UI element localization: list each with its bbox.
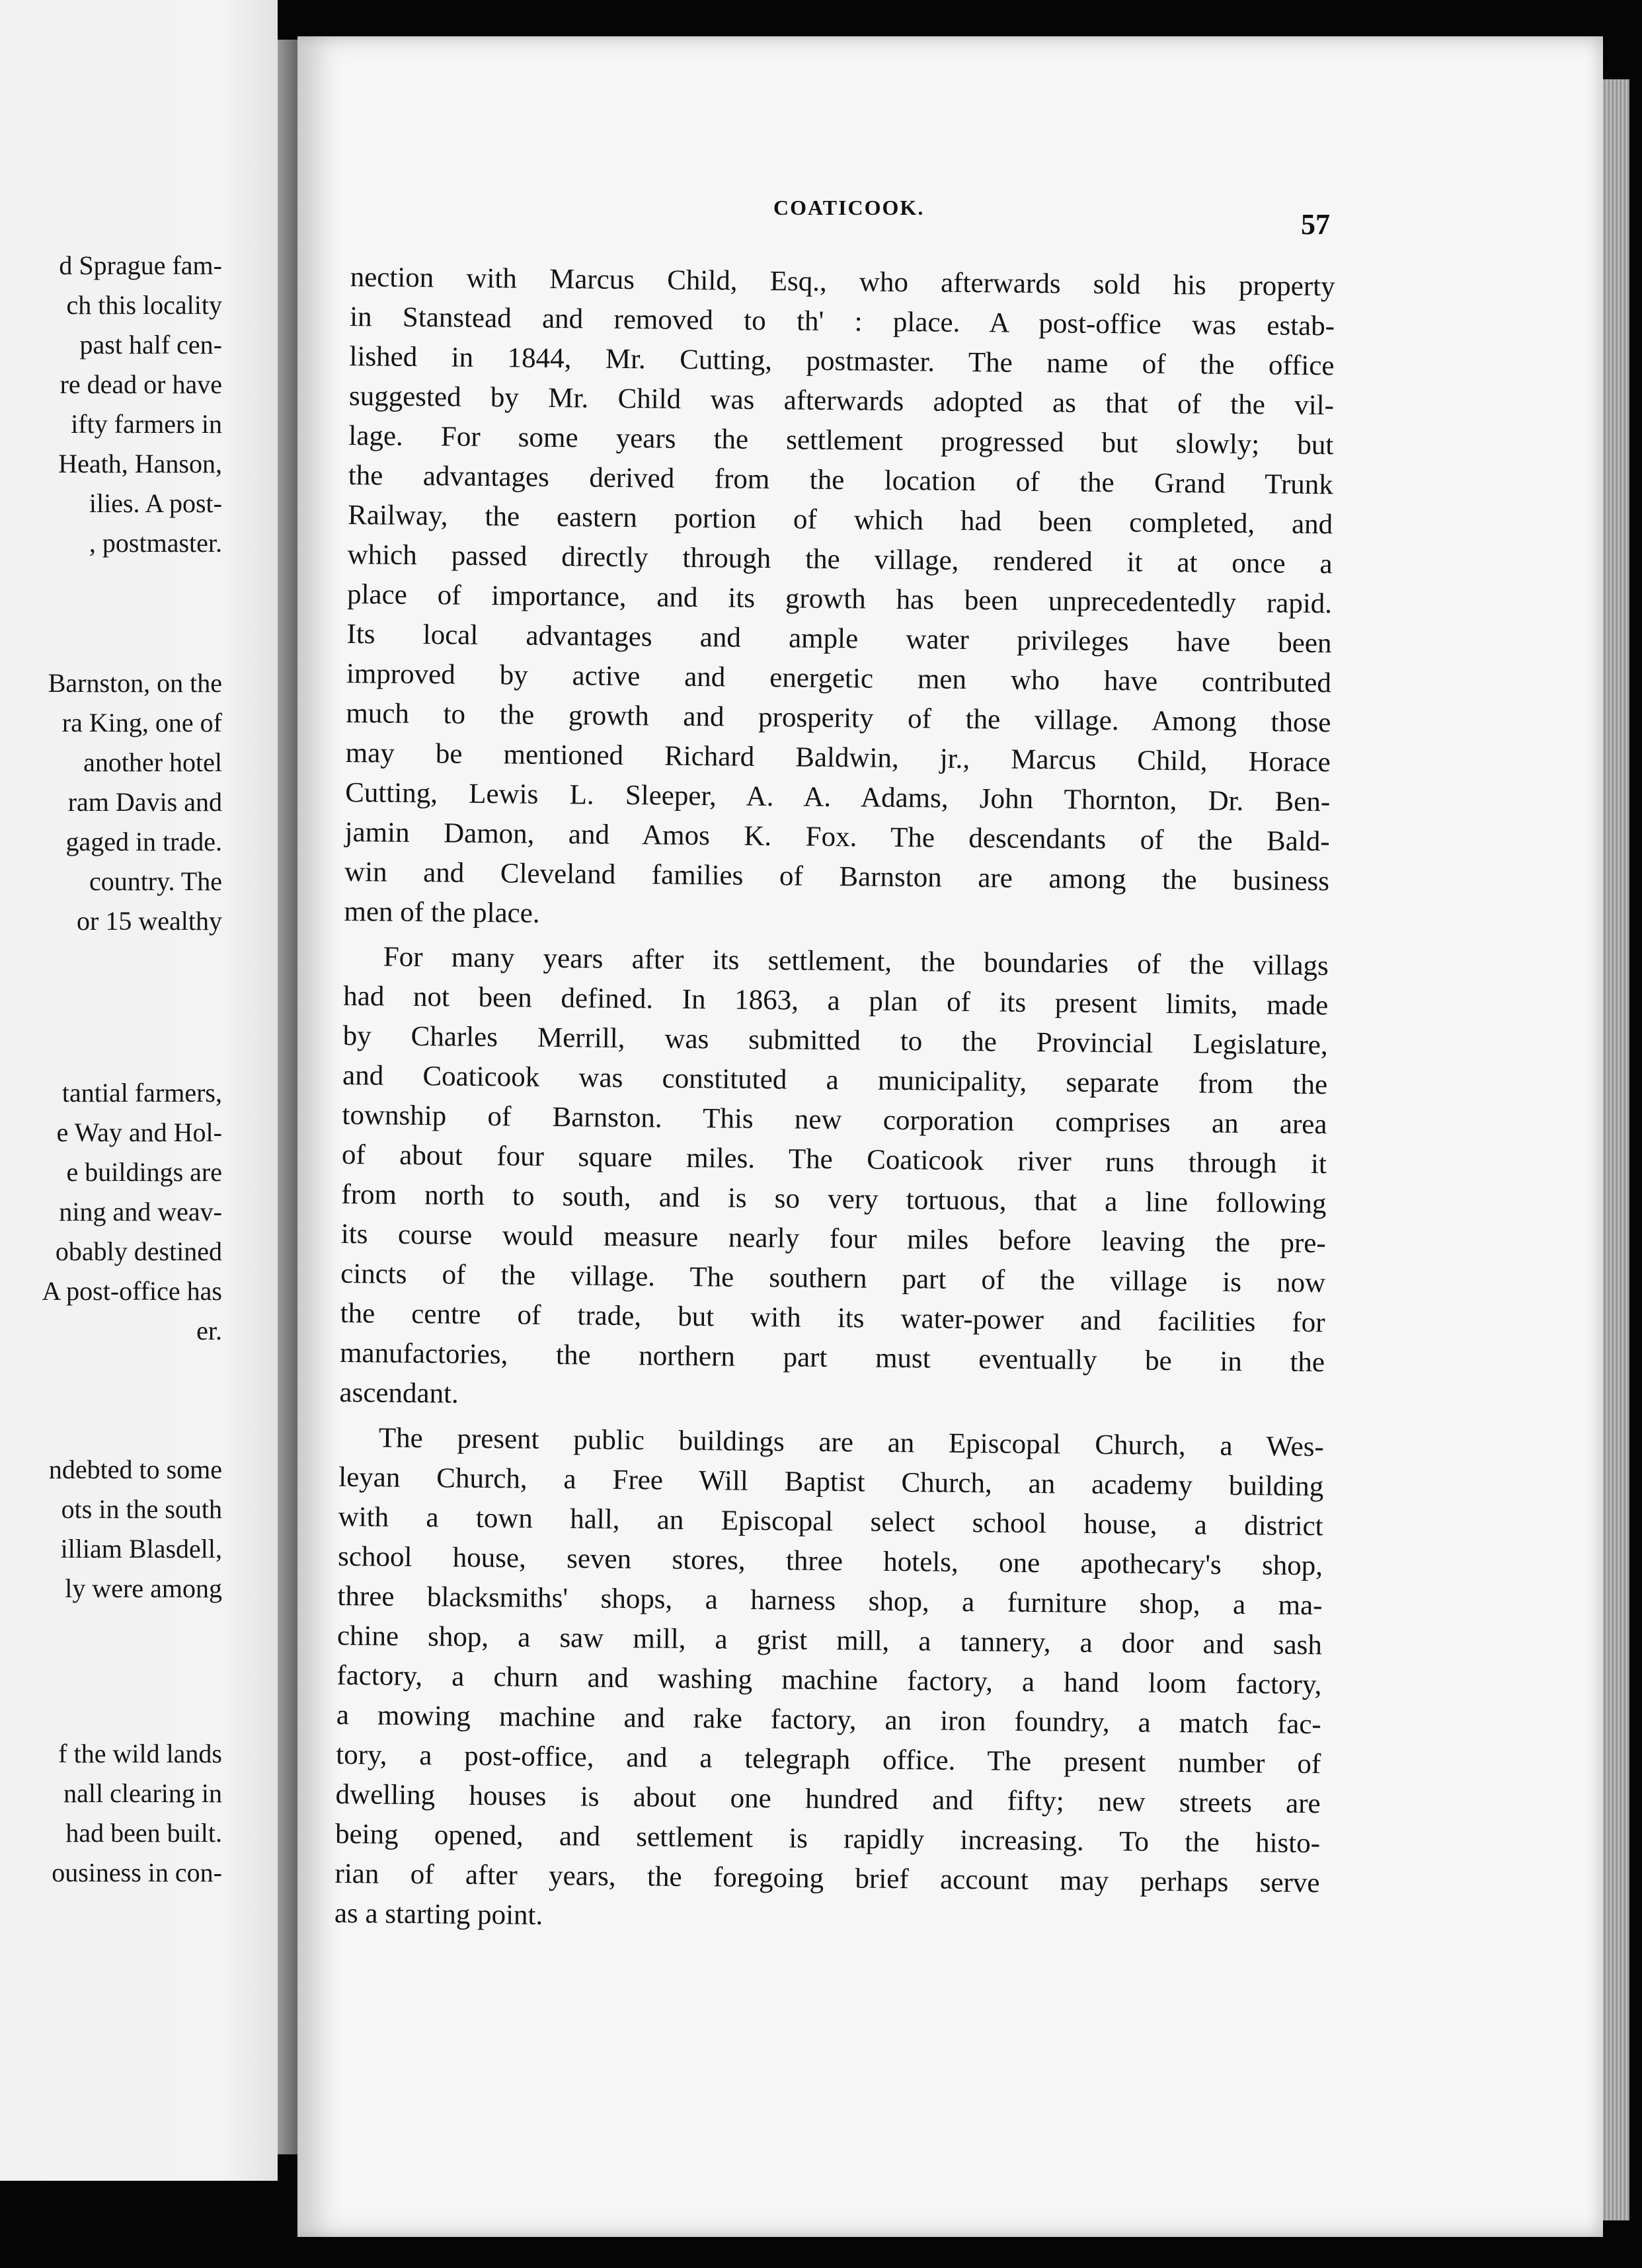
text-line: The present public buildings are an Episcopal Church, a Wes- bbox=[378, 1422, 1325, 1463]
left-page-line: past half cen- bbox=[79, 330, 222, 359]
text-line: ascendant. bbox=[339, 1377, 459, 1410]
text-line: its course would measure nearly four miles before leaving the pre- bbox=[340, 1218, 1326, 1260]
text-line: of about four square miles. The Coaticook river runs through it bbox=[341, 1139, 1327, 1180]
text-line: men of the place. bbox=[344, 895, 540, 929]
page-number: 57 bbox=[1301, 208, 1330, 241]
text-line: tory, a post-office, and a telegraph office. The present number of bbox=[336, 1739, 1321, 1780]
text-line: For many years after its settlement, the boundaries of the villags bbox=[383, 941, 1329, 982]
left-page-line: ning and weav- bbox=[59, 1197, 222, 1227]
text-line: Railway, the eastern portion of which had been completed, and bbox=[348, 499, 1333, 541]
text-line: had not been defined. In 1863, a plan of its present limits, made bbox=[343, 980, 1329, 1022]
text-line: which passed directly through the village, rendered it at once a bbox=[347, 539, 1333, 580]
text-line: manufactories, the northern part must eventually be in the bbox=[339, 1337, 1325, 1379]
text-line: place of importance, and its growth has been unprecedentedly rapid. bbox=[346, 578, 1333, 620]
text-line: suggested by Mr. Child was afterwards adopted as that of the vil- bbox=[348, 380, 1335, 422]
text-line: from north to south, and is so very tortuous, that a line following bbox=[341, 1178, 1327, 1220]
text-line: by Charles Merrill, was submitted to the Provincial Legislature, bbox=[342, 1020, 1328, 1061]
left-page-line: f the wild lands bbox=[58, 1739, 222, 1768]
paragraph bbox=[334, 1418, 1324, 1943]
left-page-line: , postmaster. bbox=[89, 528, 222, 558]
text-line: three blacksmiths' shops, a harness shop, a furniture shop, a ma- bbox=[337, 1580, 1323, 1622]
left-page-line: gaged in trade. bbox=[65, 827, 222, 856]
text-line: a mowing machine and rake factory, an iron foundry, a match fac- bbox=[336, 1699, 1321, 1741]
left-page-text bbox=[0, 0, 278, 2181]
text-line: the advantages derived from the location of the Grand Trunk bbox=[348, 459, 1333, 501]
text-line: being opened, and settlement is rapidly increasing. To the histo- bbox=[334, 1818, 1321, 1860]
text-line: lage. For some years the settlement progressed but slowly; but bbox=[348, 420, 1334, 461]
left-page-line: tantial farmers, bbox=[61, 1078, 222, 1108]
text-line: chine shop, a saw mill, a grist mill, a tannery, a door and sash bbox=[336, 1620, 1323, 1661]
text-line: lished in 1844, Mr. Cutting, postmaster. The name of the office bbox=[349, 340, 1335, 382]
left-page-line: re dead or have bbox=[59, 369, 222, 399]
left-page-line: ifty farmers in bbox=[71, 409, 222, 439]
left-page-line: ram Davis and bbox=[67, 787, 222, 817]
left-page-line: obably destined bbox=[55, 1236, 222, 1266]
left-page-line: d Sprague fam- bbox=[59, 250, 222, 280]
text-line: township of Barnston. This new corporation comprises an area bbox=[342, 1099, 1327, 1141]
text-line: jamin Damon, and Amos K. Fox. The descendants of the Bald- bbox=[344, 816, 1330, 858]
left-page-line: ly were among bbox=[65, 1573, 222, 1603]
text-line: and Coaticook was constituted a municipality, separate from the bbox=[342, 1059, 1328, 1101]
left-page-line: illiam Blasdell, bbox=[60, 1534, 222, 1564]
left-page-line: ousiness in con- bbox=[52, 1858, 222, 1887]
left-page-line: nall clearing in bbox=[63, 1778, 222, 1808]
text-line: as a starting point. bbox=[334, 1897, 543, 1931]
paragraph bbox=[344, 258, 1335, 941]
text-line: dwelling houses is about one hundred and fifty; new streets are bbox=[335, 1778, 1321, 1820]
text-line: much to the growth and prosperity of the village. Among those bbox=[346, 697, 1331, 739]
left-page-line: ra King, one of bbox=[61, 708, 222, 737]
left-page-line: Heath, Hanson, bbox=[58, 449, 222, 478]
left-page-line: had been built. bbox=[65, 1818, 222, 1848]
running-head: COATICOOK. bbox=[773, 196, 925, 219]
left-page-line: ilies. A post- bbox=[89, 488, 222, 518]
left-page-line: or 15 wealthy bbox=[77, 906, 222, 936]
left-page-line: e buildings are bbox=[66, 1157, 222, 1187]
paragraph bbox=[339, 937, 1329, 1422]
left-page-line: another hotel bbox=[83, 747, 222, 777]
left-page-line: ndebted to some bbox=[48, 1455, 222, 1484]
text-line: nection with Marcus Child, Esq., who afterwards sold his property bbox=[350, 261, 1335, 303]
left-page-line: ots in the south bbox=[61, 1494, 222, 1524]
text-line: leyan Church, a Free Will Baptist Church, an academy building bbox=[338, 1461, 1324, 1503]
text-line: school house, seven stores, three hotels, one apothecary's shop, bbox=[337, 1540, 1323, 1582]
text-line: in Stanstead and removed to th' : place. A post-office was estab- bbox=[349, 301, 1335, 342]
text-line: win and Cleveland families of Barnston are among the business bbox=[344, 856, 1330, 897]
body-text bbox=[334, 258, 1335, 1948]
text-line: the centre of trade, but with its water-power and facilities for bbox=[340, 1297, 1325, 1339]
text-line: with a town hall, an Episcopal select school house, a district bbox=[338, 1501, 1323, 1542]
left-page-line: e Way and Hol- bbox=[56, 1117, 222, 1147]
page-edge bbox=[1603, 79, 1629, 2220]
left-page-line: er. bbox=[196, 1316, 222, 1345]
left-facing-page bbox=[0, 0, 278, 2181]
left-page-line: ch this locality bbox=[66, 290, 222, 320]
text-line: improved by active and energetic men who have contributed bbox=[346, 658, 1332, 699]
text-line: Its local advantages and ample water privileges have been bbox=[346, 618, 1332, 660]
text-line: Cutting, Lewis L. Sleeper, A. A. Adams, John Thornton, Dr. Ben- bbox=[345, 776, 1331, 818]
text-line: factory, a churn and washing machine factory, a hand loom factory, bbox=[336, 1659, 1322, 1701]
left-page-line: Barnston, on the bbox=[48, 668, 222, 698]
left-page-line: country. The bbox=[89, 866, 222, 896]
left-page-line: A post-office has bbox=[42, 1276, 222, 1306]
text-line: may be mentioned Richard Baldwin, jr., Marcus Child, Horace bbox=[345, 737, 1331, 778]
text-line: cincts of the village. The southern part of the village is now bbox=[340, 1258, 1326, 1299]
text-line: rian of after years, the foregoing brief account may perhaps serve bbox=[334, 1858, 1320, 1899]
